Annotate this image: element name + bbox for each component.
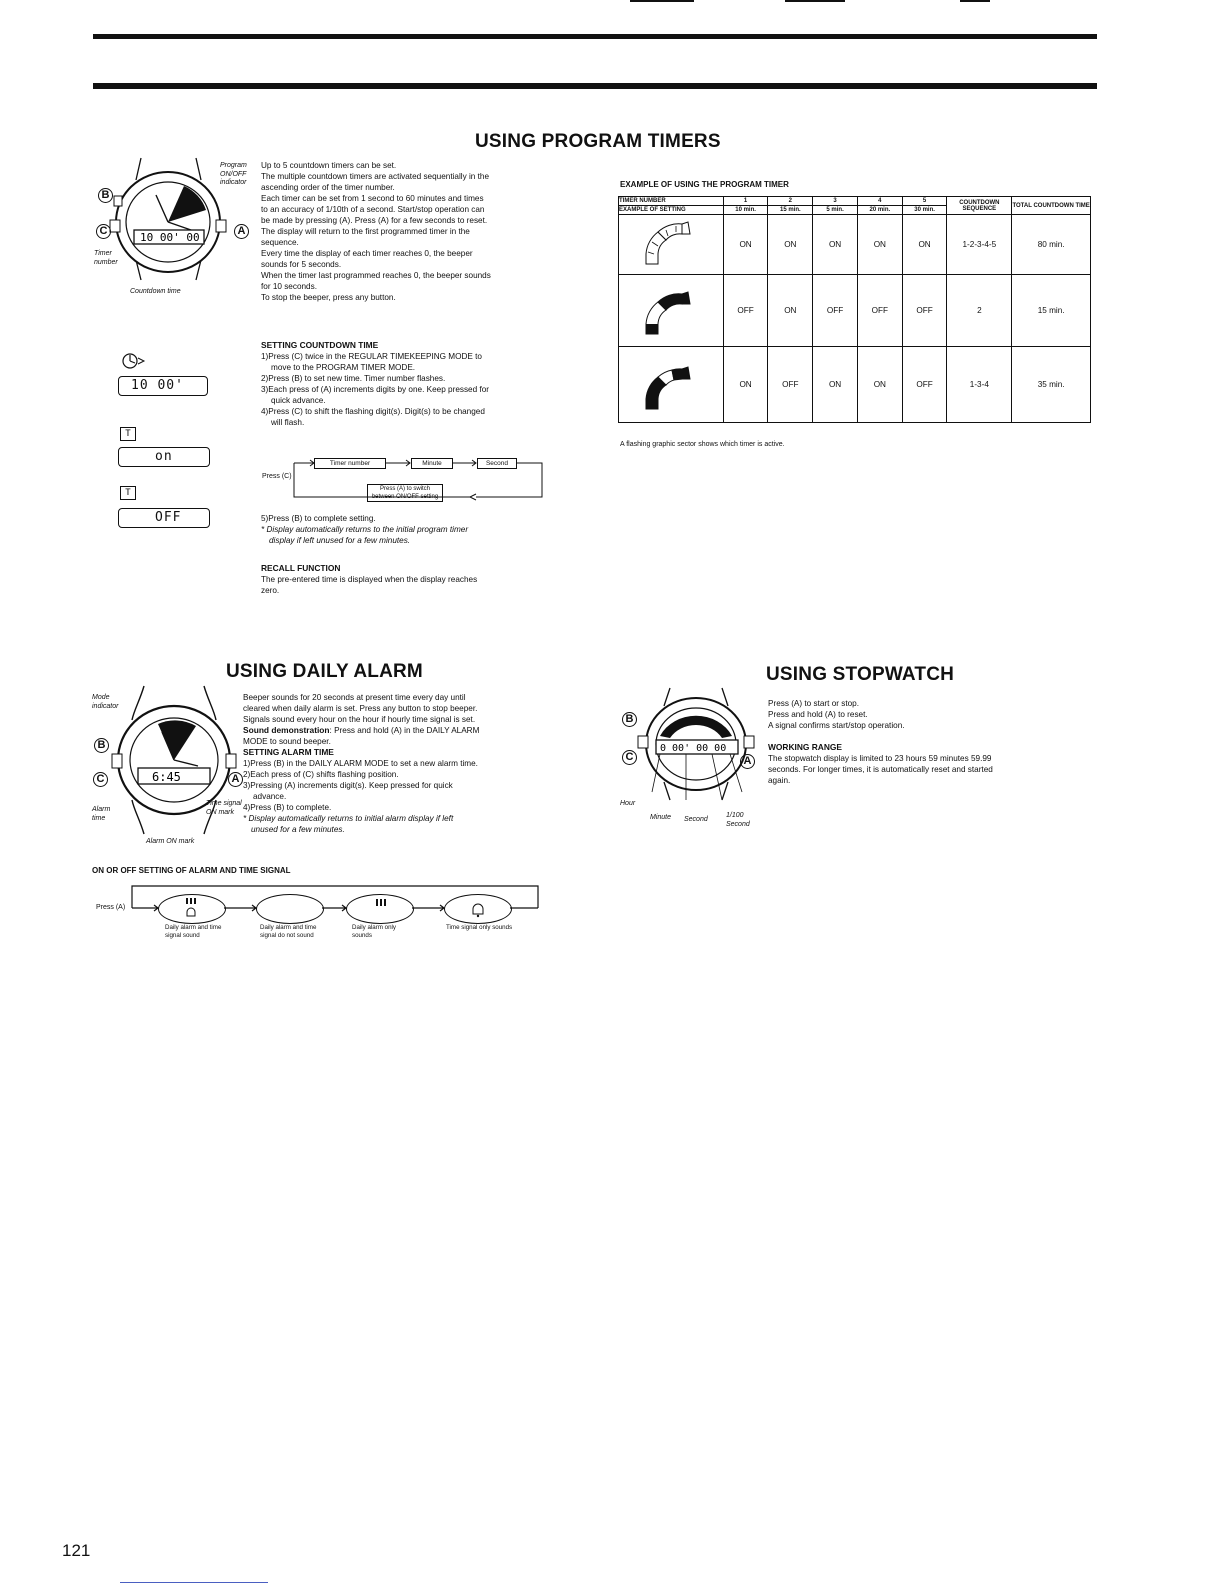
state-cell: OFF [813, 275, 858, 347]
state-label-alarm-only: Daily alarm only sounds [352, 924, 397, 939]
stopwatch-btn-c: C [622, 750, 637, 765]
state-label-signal-only: Time signal only sounds [446, 924, 513, 931]
sequence-cell: 2 [947, 275, 1012, 347]
state-cell: ON [723, 347, 768, 423]
setting-step: 1)Press (C) twice in the REGULAR TIMEKEEPING MODE to [261, 352, 482, 361]
alarm-step: advance. [253, 792, 287, 801]
sequence-cell: 1-3-4 [947, 347, 1012, 423]
sector-graphic-cell [619, 347, 724, 423]
state-label-none: Daily alarm and time signal do not sound [260, 924, 317, 939]
alarm-only-icon [370, 898, 392, 910]
recall-section [261, 563, 571, 596]
program-intro-text [261, 160, 571, 303]
example-heading: EXAMPLE OF USING THE PROGRAM TIMER [620, 180, 789, 189]
setting-step: quick advance. [271, 396, 326, 405]
sound-demo-text: : Press and hold (A) in the DAILY ALARM [329, 726, 480, 735]
sound-demo-text-2: MODE to sound beeper. [243, 737, 331, 746]
top-rule-2 [93, 83, 1097, 89]
setting-header: EXAMPLE OF SETTING [619, 206, 724, 215]
stopwatch-text [768, 698, 1078, 786]
setting-1: 10 min. [723, 206, 768, 215]
intro-line: for 10 seconds. [261, 282, 317, 291]
sector-graphic-icon [636, 353, 706, 415]
intro-line: The display will return to the first programmed timer in the [261, 227, 470, 236]
program-btn-b: B [98, 188, 113, 203]
lcd-timer-number-box-2: T [120, 427, 136, 441]
flow-press-label: Press (C) [262, 473, 292, 480]
alarm-btn-b: B [94, 738, 109, 753]
recall-text-1: The pre-entered time is displayed when the display reaches [261, 575, 478, 584]
setting-alarm-heading: SETTING ALARM TIME [243, 747, 334, 757]
program-timer-table [618, 196, 1091, 423]
state-oval-none [256, 894, 324, 924]
program-timers-title: USING PROGRAM TIMERS [475, 131, 721, 152]
state-cell: ON [857, 215, 902, 275]
stopwatch-watch-icon [630, 684, 760, 804]
intro-line: be made by pressing (A). Press (A) for a few seconds to reset. [261, 216, 488, 225]
alarm-step: 4)Press (B) to complete. [243, 803, 332, 812]
state-cell: OFF [902, 347, 947, 423]
range-line: The stopwatch display is limited to 23 hours 59 minutes 59.99 [768, 754, 992, 763]
alarm-intro-line: Beeper sounds for 20 seconds at present time every day until [243, 693, 466, 702]
intro-line: When the timer last programmed reaches 0, the beeper sounds [261, 271, 491, 280]
lcd-timer-icon [118, 350, 148, 372]
setting-2: 15 min. [768, 206, 813, 215]
alarm-time-label: Alarm time [92, 806, 111, 822]
mode-indicator-label: Mode indicator [92, 694, 119, 710]
table-row [619, 215, 1091, 275]
state-cell: ON [768, 215, 813, 275]
lcd-timer-number-box-3: T [120, 486, 136, 500]
working-range-heading: WORKING RANGE [768, 742, 842, 752]
stopwatch-line: A signal confirms start/stop operation. [768, 721, 905, 730]
sector-graphic-icon [636, 280, 706, 340]
alarm-on-label: Alarm ON mark [146, 838, 195, 845]
state-cell: OFF [857, 275, 902, 347]
alarm-step: 3)Pressing (A) increments digit(s). Keep pressed for quick [243, 781, 453, 790]
alarm-step: 1)Press (B) in the DAILY ALARM MODE to set a new alarm time. [243, 759, 478, 768]
intro-line: Each timer can be set from 1 second to 60 minutes and times [261, 194, 484, 203]
minute-label: Minute [650, 814, 672, 821]
hundredth-label: 1/100 Second [726, 812, 750, 828]
alarm-intro-line: cleared when daily alarm is set. Press any button to stop beeper. [243, 704, 478, 713]
step5-note-2: display if left unused for a few minutes. [269, 536, 411, 545]
intro-line: sounds for 5 seconds. [261, 260, 342, 269]
setting-step: will flash. [271, 418, 305, 427]
intro-line: Up to 5 countdown timers can be set. [261, 161, 397, 170]
onoff-heading: ON OR OFF SETTING OF ALARM AND TIME SIGNAL [92, 866, 291, 875]
state-cell: OFF [723, 275, 768, 347]
alarm-intro-line: Signals sound every hour on the hour if hourly time signal is set. [243, 715, 476, 724]
setting-3: 5 min. [813, 206, 858, 215]
daily-alarm-text [243, 692, 563, 835]
daily-alarm-title: USING DAILY ALARM [226, 661, 423, 682]
sequence-cell: 1-2-3-4-5 [947, 215, 1012, 275]
sector-graphic-cell [619, 275, 724, 347]
stopwatch-btn-b: B [622, 712, 637, 727]
step5-section [261, 513, 571, 546]
timer-num-3: 3 [813, 197, 858, 206]
timer-num-2: 2 [768, 197, 813, 206]
timer-num-5: 5 [902, 197, 947, 206]
step5-line: 5)Press (B) to complete setting. [261, 514, 376, 523]
program-btn-a: A [234, 224, 249, 239]
sector-graphic-icon [636, 218, 706, 270]
top-scan-mark-3 [960, 0, 990, 2]
total-header: TOTAL COUNTDOWN TIME [1012, 197, 1091, 215]
flow-box-timer-number: Timer number [314, 458, 386, 469]
alarm-step: 2)Each press of (C) shifts flashing position. [243, 770, 399, 779]
timer-number-header: TIMER NUMBER [619, 197, 724, 206]
flow-box-minute: Minute [411, 458, 453, 469]
time-signal-on-label: Time signal ON mark [206, 800, 242, 816]
total-cell: 35 min. [1012, 347, 1091, 423]
total-cell: 15 min. [1012, 275, 1091, 347]
bottom-scan-line [120, 1582, 268, 1583]
total-cell: 80 min. [1012, 215, 1091, 275]
lcd-display-1: 10 00' [118, 376, 208, 396]
intro-line: To stop the beeper, press any button. [261, 293, 396, 302]
alarm-btn-c: C [93, 772, 108, 787]
setting-4: 20 min. [857, 206, 902, 215]
sound-demo-bold: Sound demonstration [243, 725, 330, 735]
table-row [619, 347, 1091, 423]
stopwatch-btn-a: A [740, 754, 755, 769]
recall-heading: RECALL FUNCTION [261, 563, 341, 573]
program-btn-c: C [96, 224, 111, 239]
alarm-note-2: unused for a few minutes. [251, 825, 345, 834]
second-label: Second [684, 816, 708, 823]
setting-step: 4)Press (C) to shift the flashing digit(s). Digit(s) to be changed [261, 407, 485, 416]
state-cell: OFF [902, 275, 947, 347]
intro-line: The multiple countdown timers are activated sequentially in the [261, 172, 490, 181]
lcd-display-on: on [118, 447, 210, 467]
seq-header: COUNTDOWN SEQUENCE [947, 197, 1012, 215]
stopwatch-line: Press (A) to start or stop. [768, 699, 859, 708]
stopwatch-title: USING STOPWATCH [766, 664, 955, 685]
state-cell: ON [723, 215, 768, 275]
daily-alarm-watch-display: 6:45 [152, 770, 181, 784]
timer-number-label: Timer number [94, 250, 118, 266]
onoff-press-label: Press (A) [96, 904, 126, 911]
setting-countdown-heading: SETTING COUNTDOWN TIME [261, 340, 379, 350]
page-number: 121 [62, 1541, 91, 1560]
setting-step: move to the PROGRAM TIMER MODE. [271, 363, 416, 372]
stopwatch-line: Press and hold (A) to reset. [768, 710, 868, 719]
program-watch-display: 10 00' 00 [140, 231, 200, 244]
state-label-both: Daily alarm and time signal sound [165, 924, 222, 939]
countdown-time-label: Countdown time [130, 288, 181, 295]
top-scan-mark-1 [630, 0, 694, 2]
table-row [619, 275, 1091, 347]
alarm-btn-a: A [228, 772, 243, 787]
setting-countdown-section [261, 340, 571, 428]
flow-box-second: Second [477, 458, 517, 469]
flow-note-switch: Press (A) to switch between ON/OFF setting [367, 484, 443, 502]
top-rule-1 [93, 34, 1097, 39]
state-cell: OFF [768, 347, 813, 423]
program-onoff-label: Program ON/OFF indicator [220, 162, 247, 186]
range-line: seconds. For longer times, it is automatically reset and started [768, 765, 993, 774]
intro-line: sequence. [261, 238, 299, 247]
state-cell: ON [813, 347, 858, 423]
alarm-note-1: * Display automatically returns to initial alarm display if left [243, 814, 454, 823]
recall-text-2: zero. [261, 586, 280, 595]
lcd-display-off: OFF [118, 508, 210, 528]
state-cell: ON [813, 215, 858, 275]
intro-line: Every time the display of each timer reaches 0, the beeper [261, 249, 473, 258]
state-cell: ON [857, 347, 902, 423]
hour-label: Hour [620, 800, 636, 807]
timer-num-4: 4 [857, 197, 902, 206]
setting-5: 30 min. [902, 206, 947, 215]
stopwatch-watch-display: 0 00' 00 00 [660, 743, 727, 754]
example-caption: A flashing graphic sector shows which timer is active. [620, 441, 785, 448]
state-cell: ON [768, 275, 813, 347]
step5-note-1: * Display automatically returns to the initial program timer [261, 525, 469, 534]
sector-graphic-cell [619, 215, 724, 275]
state-cell: ON [902, 215, 947, 275]
timer-num-1: 1 [723, 197, 768, 206]
bell-icon [468, 902, 488, 918]
alarm-and-bell-icon [180, 896, 202, 920]
intro-line: ascending order of the timer number. [261, 183, 395, 192]
setting-step: 3)Each press of (A) increments digits by one. Keep pressed for [261, 385, 489, 394]
top-scan-mark-2 [785, 0, 845, 2]
setting-step: 2)Press (B) to set new time. Timer number flashes. [261, 374, 446, 383]
range-line: again. [768, 776, 791, 785]
intro-line: to an accuracy of 1/10th of a second. Start/stop operation can [261, 205, 485, 214]
